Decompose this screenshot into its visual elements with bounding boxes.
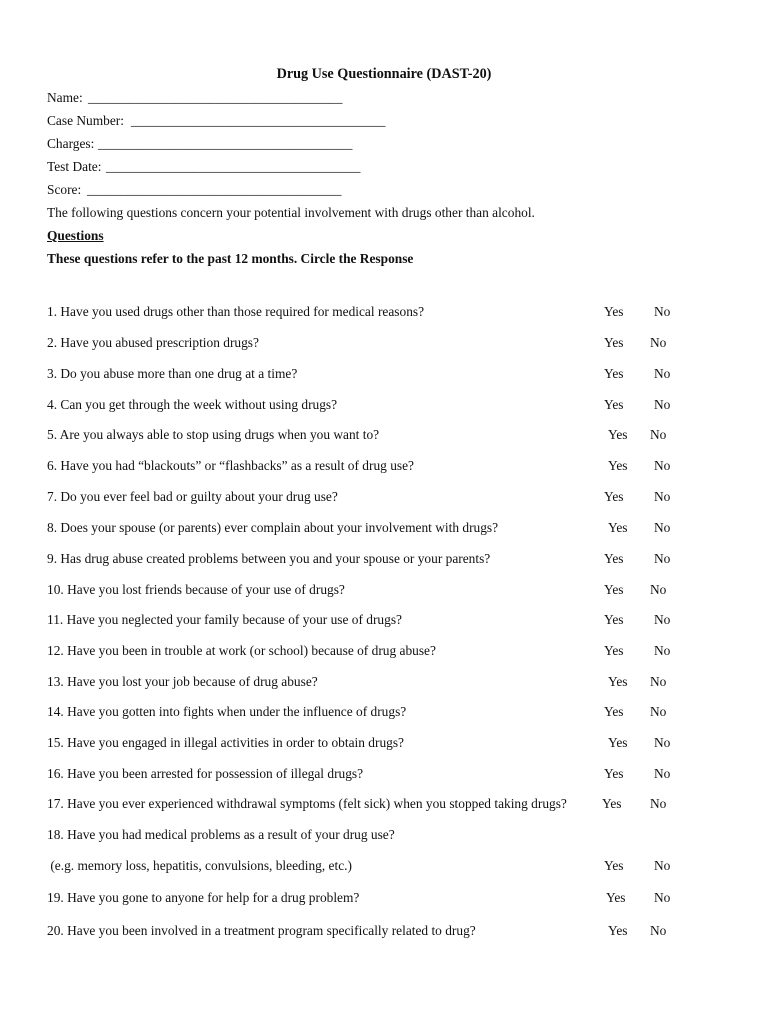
page-title: Drug Use Questionnaire (DAST-20) <box>276 66 492 82</box>
instructions-text: These questions refer to the past 12 months. Circle the Response <box>47 251 414 266</box>
answer-no[interactable]: No <box>650 796 667 811</box>
answer-yes[interactable]: Yes <box>608 427 628 442</box>
question-text: 8. Does your spouse (or parents) ever complain about your involvement with drugs? <box>47 520 499 535</box>
answer-no[interactable]: No <box>654 643 671 658</box>
questions-heading: Questions <box>47 228 104 243</box>
answer-no[interactable]: No <box>654 612 671 627</box>
question-text: 11. Have you neglected your family because of your use of drugs? <box>47 612 402 627</box>
question-text: 6. Have you had “blackouts” or “flashbacks” as a result of drug use? <box>47 458 414 473</box>
answer-yes[interactable]: Yes <box>604 582 624 597</box>
question-text: 19. Have you gone to anyone for help for a drug problem? <box>47 890 360 905</box>
answer-no[interactable]: No <box>654 397 671 412</box>
answer-yes[interactable]: Yes <box>604 858 624 873</box>
test-date-label: Test Date: <box>47 159 102 174</box>
answer-no[interactable]: No <box>654 458 671 473</box>
question-text: (e.g. memory loss, hepatitis, convulsions, bleeding, etc.) <box>47 858 352 873</box>
charges-label: Charges: <box>47 136 95 151</box>
answer-no[interactable]: No <box>654 735 671 750</box>
answer-yes[interactable]: Yes <box>606 890 626 905</box>
question-text: 9. Has drug abuse created problems between you and your spouse or your parents? <box>47 551 491 566</box>
answer-yes[interactable]: Yes <box>604 643 624 658</box>
answer-no[interactable]: No <box>654 304 671 319</box>
question-text: 7. Do you ever feel bad or guilty about your drug use? <box>47 489 338 504</box>
answer-yes[interactable]: Yes <box>604 704 624 719</box>
question-text: 16. Have you been arrested for possession of illegal drugs? <box>47 766 364 781</box>
score-label: Score: <box>47 182 82 197</box>
answer-no[interactable]: No <box>654 890 671 905</box>
answer-yes[interactable]: Yes <box>604 551 624 566</box>
case-number-blank[interactable]: ______________________________________ <box>131 113 386 128</box>
score-blank[interactable]: ______________________________________ <box>87 182 342 197</box>
question-text: 15. Have you engaged in illegal activities in order to obtain drugs? <box>47 735 404 750</box>
answer-no[interactable]: No <box>654 551 671 566</box>
answer-yes[interactable]: Yes <box>604 304 624 319</box>
answer-no[interactable]: No <box>650 923 667 938</box>
question-text: 5. Are you always able to stop using drugs when you want to? <box>47 427 380 442</box>
answer-yes[interactable]: Yes <box>604 366 624 381</box>
answer-no[interactable]: No <box>654 366 671 381</box>
answer-no[interactable]: No <box>654 766 671 781</box>
answer-yes[interactable]: Yes <box>608 520 628 535</box>
question-text: 1. Have you used drugs other than those required for medical reasons? <box>47 304 425 319</box>
answer-yes[interactable]: Yes <box>608 674 628 689</box>
answer-yes[interactable]: Yes <box>608 923 628 938</box>
question-text: 20. Have you been involved in a treatment program specifically related to drug? <box>47 923 476 938</box>
question-text: 3. Do you abuse more than one drug at a time? <box>47 366 298 381</box>
answer-yes[interactable]: Yes <box>604 612 624 627</box>
question-text: 18. Have you had medical problems as a result of your drug use? <box>47 827 395 842</box>
answer-no[interactable]: No <box>650 335 667 350</box>
intro-text: The following questions concern your potential involvement with drugs other than alcohol. <box>47 205 535 220</box>
test-date-blank[interactable]: ______________________________________ <box>106 159 361 174</box>
answer-yes[interactable]: Yes <box>604 397 624 412</box>
question-text: 4. Can you get through the week without using drugs? <box>47 397 338 412</box>
answer-no[interactable]: No <box>650 674 667 689</box>
question-text: 2. Have you abused prescription drugs? <box>47 335 259 350</box>
question-text: 14. Have you gotten into fights when under the influence of drugs? <box>47 704 407 719</box>
answer-yes[interactable]: Yes <box>604 766 624 781</box>
answer-yes[interactable]: Yes <box>608 735 628 750</box>
answer-yes[interactable]: Yes <box>602 796 622 811</box>
question-text: 12. Have you been in trouble at work (or school) because of drug abuse? <box>47 643 436 658</box>
answer-yes[interactable]: Yes <box>604 489 624 504</box>
answer-yes[interactable]: Yes <box>604 335 624 350</box>
answer-no[interactable]: No <box>650 582 667 597</box>
question-text: 10. Have you lost friends because of your use of drugs? <box>47 582 345 597</box>
name-blank[interactable]: ______________________________________ <box>88 90 343 105</box>
question-text: 17. Have you ever experienced withdrawal symptoms (felt sick) when you stopped taking drugs? <box>47 796 567 811</box>
answer-yes[interactable]: Yes <box>608 458 628 473</box>
case-number-label: Case Number: <box>47 113 124 128</box>
name-label: Name: <box>47 90 83 105</box>
answer-no[interactable]: No <box>650 427 667 442</box>
charges-blank[interactable]: ______________________________________ <box>98 136 353 151</box>
answer-no[interactable]: No <box>650 704 667 719</box>
answer-no[interactable]: No <box>654 520 671 535</box>
answer-no[interactable]: No <box>654 858 671 873</box>
question-text: 13. Have you lost your job because of drug abuse? <box>47 674 318 689</box>
answer-no[interactable]: No <box>654 489 671 504</box>
